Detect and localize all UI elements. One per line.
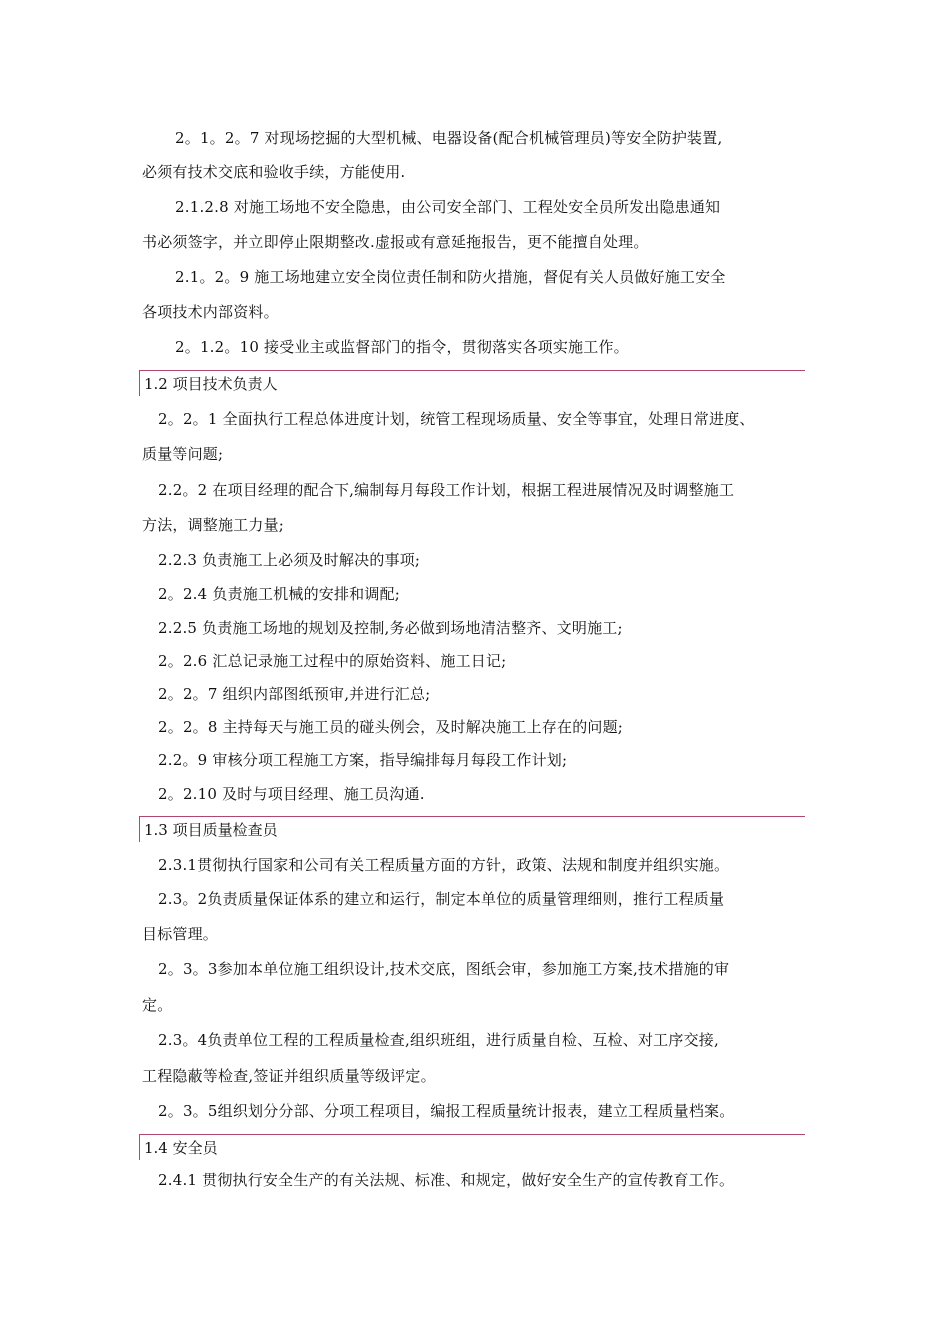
paragraph-line: 各项技术内部资料。	[142, 303, 279, 321]
paragraph-line: 2.3。2负责质量保证体系的建立和运行，制定本单位的质量管理细则，推行工程质量	[158, 890, 725, 908]
paragraph-line: 2.2.5 负责施工场地的规划及控制,务必做到场地清洁整齐、文明施工;	[158, 619, 623, 637]
paragraph-line: 质量等问题;	[142, 445, 224, 463]
paragraph-line: 2。1.2。10 接受业主或监督部门的指令，贯彻落实各项实施工作。	[175, 338, 629, 356]
section-heading-1-3: 1.3 项目质量检查员	[139, 816, 805, 842]
paragraph-line: 工程隐蔽等检查,签证并组织质量等级评定。	[142, 1067, 436, 1085]
paragraph-line: 2。2.10 及时与项目经理、施工员沟通.	[158, 785, 425, 803]
paragraph-line: 2。2.6 汇总记录施工过程中的原始资料、施工日记;	[158, 652, 507, 670]
paragraph-line: 2。2。1 全面执行工程总体进度计划，统管工程现场质量、安全等事宜，处理日常进度、	[158, 410, 755, 428]
section-heading-1-4: 1.4 安全员	[139, 1134, 805, 1160]
section-heading-1-2: 1.2 项目技术负责人	[139, 370, 805, 396]
paragraph-line: 2.1.2.8 对施工场地不安全隐患，由公司安全部门、工程处安全员所发出隐患通知	[175, 198, 721, 216]
paragraph-line: 2.2.3 负责施工上必须及时解决的事项;	[158, 551, 421, 569]
paragraph-line: 2。2.4 负责施工机械的安排和调配;	[158, 585, 401, 603]
paragraph-line: 2.4.1 贯彻执行安全生产的有关法规、标准、和规定，做好安全生产的宣传教育工作。	[158, 1171, 735, 1189]
paragraph-line: 2。2。8 主持每天与施工员的碰头例会，及时解决施工上存在的问题;	[158, 718, 624, 736]
paragraph-line: 2。2。7 组织内部图纸预审,并进行汇总;	[158, 685, 431, 703]
paragraph-line: 必须有技术交底和验收手续，方能使用.	[142, 163, 406, 181]
paragraph-line: 2.1。2。9 施工场地建立安全岗位责任制和防火措施，督促有关人员做好施工安全	[175, 268, 726, 286]
paragraph-line: 2.2。2 在项目经理的配合下,编制每月每段工作计划，根据工程进展情况及时调整施工	[158, 481, 735, 499]
paragraph-line: 2.3。4负责单位工程的工程质量检查,组织班组，进行质量自检、互检、对工序交接,	[158, 1031, 719, 1049]
paragraph-line: 定。	[142, 996, 173, 1014]
paragraph-line: 2.3.1贯彻执行国家和公司有关工程质量方面的方针，政策、法规和制度并组织实施。	[158, 856, 730, 874]
paragraph-line: 2。3。3参加本单位施工组织设计,技术交底，图纸会审，参加施工方案,技术措施的审	[158, 960, 730, 978]
paragraph-line: 2.2。9 审核分项工程施工方案，指导编排每月每段工作计划;	[158, 751, 568, 769]
paragraph-line: 2。1。2。7 对现场挖掘的大型机械、电器设备(配合机械管理员)等安全防护装置,	[175, 129, 723, 147]
paragraph-line: 2。3。5组织划分分部、分项工程项目，编报工程质量统计报表，建立工程质量档案。	[158, 1102, 735, 1120]
paragraph-line: 目标管理。	[142, 925, 219, 943]
paragraph-line: 书必须签字，并立即停止限期整改.虚报或有意延拖报告，更不能擅自处理。	[142, 233, 649, 251]
paragraph-line: 方法，调整施工力量;	[142, 516, 285, 534]
